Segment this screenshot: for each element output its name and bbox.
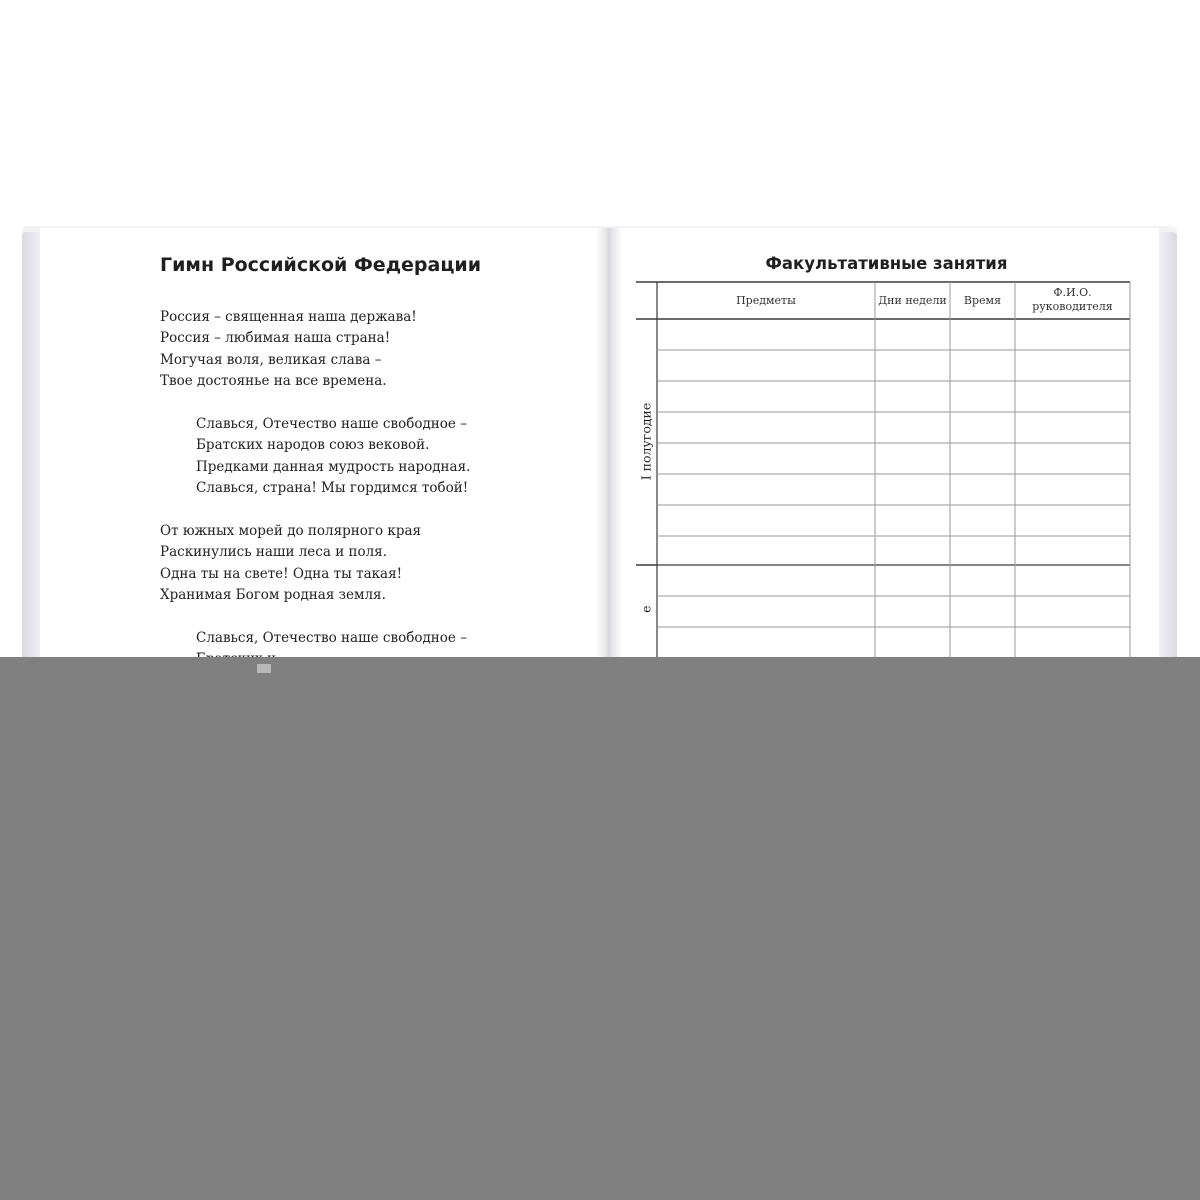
anthem-line: Россия – священная наша держава!	[160, 309, 417, 325]
overlay-notch	[257, 664, 271, 673]
anthem-line: От южных морей до полярного края	[160, 523, 422, 539]
anthem-title: Гимн Российской Федерации	[160, 254, 482, 276]
semester-label-first: I полугодие	[638, 402, 654, 481]
column-header-days: Дни недели	[878, 294, 947, 307]
electives-title: Факультативные занятия	[765, 254, 1008, 273]
anthem-line: Славься, Отечество наше свободное –	[196, 416, 467, 432]
column-header-teacher: Ф.И.О. руководителя	[1032, 286, 1113, 313]
anthem-line: Раскинулись наши леса и поля.	[160, 544, 387, 561]
anthem-line: Хранимая Богом родная земля.	[160, 587, 386, 604]
column-header-subjects: Предметы	[736, 294, 796, 307]
gray-overlay	[0, 657, 1200, 1200]
anthem-line: Славься, страна! Мы гордимся тобой!	[196, 480, 469, 497]
semester-label-second: е	[638, 605, 654, 613]
anthem-line: Славься, Отечество наше свободное –	[196, 630, 467, 646]
anthem-line: Братских народов союз вековой.	[196, 437, 430, 454]
anthem-line: Твое достоянье на все времена.	[160, 373, 387, 390]
anthem-line: Одна ты на свете! Одна ты такая!	[160, 565, 403, 582]
anthem-line: Предками данная мудрость народная.	[196, 458, 471, 475]
anthem-line: Могучая воля, великая слава –	[160, 351, 382, 368]
anthem-line: Россия – любимая наша страна!	[160, 330, 391, 347]
column-header-time: Время	[963, 294, 1002, 307]
